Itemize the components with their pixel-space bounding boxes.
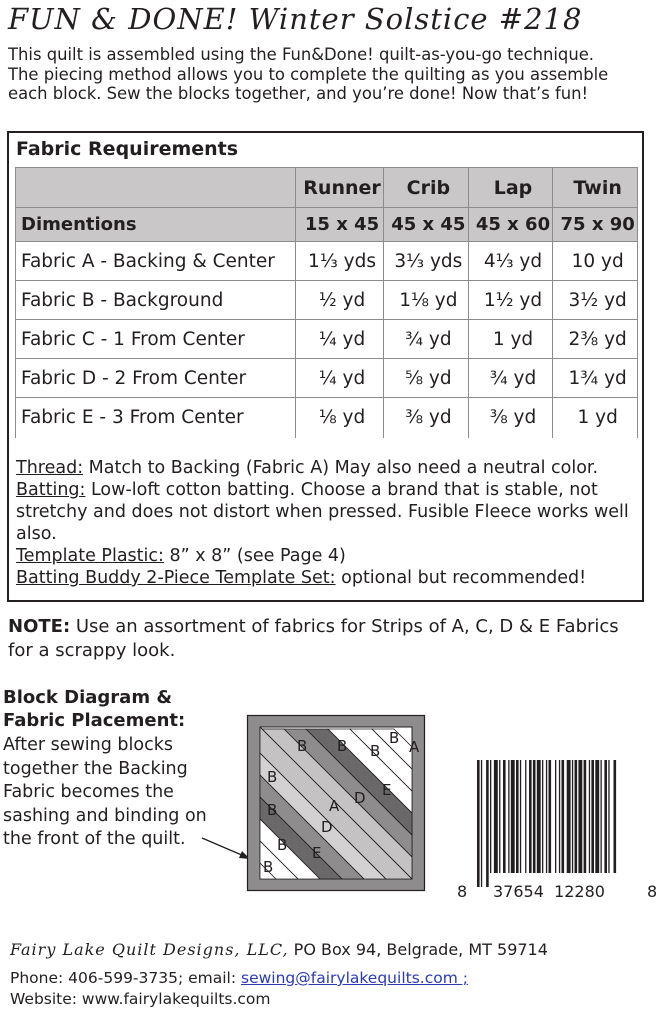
table-cell: 3½ yd: [553, 281, 638, 320]
barcode-bar: [503, 760, 506, 887]
intro-line: The piecing method allows you to complete the quilting as you assemble: [8, 64, 609, 84]
row-label: Fabric E - 3 From Center: [16, 398, 296, 438]
contact-line: [10, 968, 468, 989]
table-cell: ¼ yd: [296, 320, 384, 359]
diagram-label-b: B: [263, 858, 274, 876]
text-line: sashing and binding on: [3, 805, 207, 826]
barcode-bar: [608, 760, 609, 887]
diagram-label-d: D: [321, 818, 333, 836]
barcode-bar: [477, 760, 480, 887]
barcode-bar: [490, 760, 491, 887]
barcode-bar: [529, 760, 532, 887]
barcode-bar: [525, 760, 526, 887]
barcode-bar: [601, 760, 602, 887]
table-cell: ⅜ yd: [384, 398, 469, 438]
note-label: NOTE:: [8, 616, 71, 637]
table-cell: ¼ yd: [296, 359, 384, 398]
barcode-bar: [508, 760, 509, 887]
footer-company-line: [10, 940, 548, 959]
thread-label: Thread:: [16, 458, 84, 478]
table-cell: 45 x 45: [384, 208, 469, 242]
template-label: Template Plastic:: [16, 546, 164, 566]
text-line: Fabric becomes the: [3, 782, 174, 802]
table-cell: ¾ yd: [468, 359, 553, 398]
row-label: Fabric C - 1 From Center: [16, 320, 296, 359]
diagram-label-b: B: [337, 737, 348, 755]
buddy-text: optional but recommended!: [335, 568, 587, 588]
row-label: Dimentions: [16, 208, 296, 242]
barcode-bar: [549, 760, 552, 887]
barcode-bar: [486, 760, 489, 887]
barcode-bar: [494, 760, 498, 887]
barcode-bar: [555, 760, 556, 887]
barcode-bar: [520, 760, 521, 887]
barcode: [455, 760, 660, 905]
column-header-crib: Crib: [384, 168, 469, 208]
company-name: Fairy Lake Quilt Designs, LLC,: [10, 940, 289, 959]
barcode-bar: [578, 760, 582, 887]
table-cell: ⅜ yd: [468, 398, 553, 438]
diagram-label-e: E: [382, 781, 392, 799]
barcode-digit-right: 8: [647, 882, 658, 901]
barcode-bar: [584, 760, 587, 887]
diagram-label-b: B: [297, 737, 308, 755]
website-line[interactable]: Website: www.fairylakequilts.com: [10, 990, 271, 1008]
table-cell: 15 x 45: [296, 208, 384, 242]
table-cell: 1⅓ yds: [296, 242, 384, 281]
barcode-bar: [595, 760, 599, 887]
barcode-digits: 37654 12280: [493, 882, 605, 901]
diagram-label-a: A: [329, 797, 340, 815]
barcode-bar: [575, 760, 578, 887]
barcode-bar: [559, 760, 560, 887]
table-cell: 1 yd: [553, 398, 638, 438]
table-cell: ⅛ yd: [296, 398, 384, 438]
table-cell: 75 x 90: [553, 208, 638, 242]
barcode-bar: [542, 760, 543, 887]
note-text: Use an assortment of fabrics for Strips of A, C, D & E Fabrics for a scrappy look.: [8, 616, 619, 661]
template-text: 8” x 8” (see Page 4): [163, 546, 346, 566]
batting-label: Batting:: [16, 480, 86, 500]
barcode-bar: [546, 760, 547, 887]
batting-text: Low-loft cotton batting. Choose a brand that is stable, not stretchy and does not distort when pressed. Fusible Fleece works well also.: [16, 480, 629, 544]
footer-contact: [10, 968, 468, 1010]
diagram-label-b: B: [277, 836, 288, 854]
column-header-lap: Lap: [468, 168, 553, 208]
table-cell: ⅝ yd: [384, 359, 469, 398]
intro-line: This quilt is assembled using the Fun&Done! quilt-as-you-go technique.: [8, 45, 595, 64]
row-label: Fabric A - Backing & Center: [16, 242, 296, 281]
intro-line: each block. Sew the blocks together, and you’re done! Now that’s fun!: [8, 84, 589, 103]
diagram-label-d: D: [354, 789, 366, 807]
barcode-bar: [533, 760, 536, 887]
barcode-bar: [572, 760, 573, 887]
diagram-label-b: B: [267, 768, 278, 786]
page-title: FUN & DONE! Winter Solstice #218: [8, 2, 583, 36]
table-cell: 1 yd: [468, 320, 553, 359]
diagram-label-a: A: [409, 738, 420, 756]
text-line: After sewing blocks: [3, 735, 173, 755]
text-line: together the Backing: [3, 758, 188, 779]
table-cell: 2⅜ yd: [553, 320, 638, 359]
barcode-bar: [614, 760, 617, 887]
requirements-heading: Fabric Requirements: [16, 138, 239, 160]
barcode-bar: [537, 760, 541, 887]
column-header-twin: Twin: [553, 168, 638, 208]
barcode-bar: [591, 760, 594, 887]
diagram-label-b: B: [267, 801, 278, 819]
thread-text: Match to Backing (Fabric A) May also need a neutral color.: [83, 458, 599, 478]
table-cell: 1⅛ yd: [384, 281, 469, 320]
barcode-bar: [604, 760, 607, 887]
diagram-label-e: E: [312, 844, 322, 862]
table-cell: 1½ yd: [468, 281, 553, 320]
text-line: the front of the quilt.: [3, 829, 186, 849]
buddy-label: Batting Buddy 2-Piece Template Set:: [16, 568, 336, 588]
table-cell: 45 x 60: [468, 208, 553, 242]
heading-line: Fabric Placement:: [3, 710, 186, 731]
table-cell: ¾ yd: [384, 320, 469, 359]
barcode-digit-left: 8: [457, 882, 468, 901]
barcode-bar: [589, 760, 590, 887]
barcode-bar: [511, 760, 515, 887]
diagram-label-b: B: [370, 742, 381, 760]
table-cell: 10 yd: [553, 242, 638, 281]
barcode-bar: [562, 760, 565, 887]
phone-text: Phone: 406-599-3735; email:: [10, 969, 242, 987]
block-diagram: [247, 715, 425, 891]
table-cell: 4⅓ yd: [468, 242, 553, 281]
barcode-bar: [481, 760, 482, 887]
table-cell: ½ yd: [296, 281, 384, 320]
table-cell: 1¾ yd: [553, 359, 638, 398]
email-link[interactable]: sewing@fairylakequilts.com ;: [241, 969, 468, 987]
barcode-bar: [499, 760, 500, 887]
company-address: PO Box 94, Belgrade, MT 59714: [288, 940, 548, 959]
row-label: Fabric B - Background: [16, 281, 296, 320]
barcode-bar: [567, 760, 571, 887]
column-header-runner: Runner: [296, 168, 384, 208]
table-cell: 3⅓ yds: [384, 242, 469, 281]
diagram-label-b: B: [389, 729, 400, 747]
row-label: Fabric D - 2 From Center: [16, 359, 296, 398]
heading-line: Block Diagram &: [3, 687, 173, 708]
barcode-bar: [516, 760, 519, 887]
